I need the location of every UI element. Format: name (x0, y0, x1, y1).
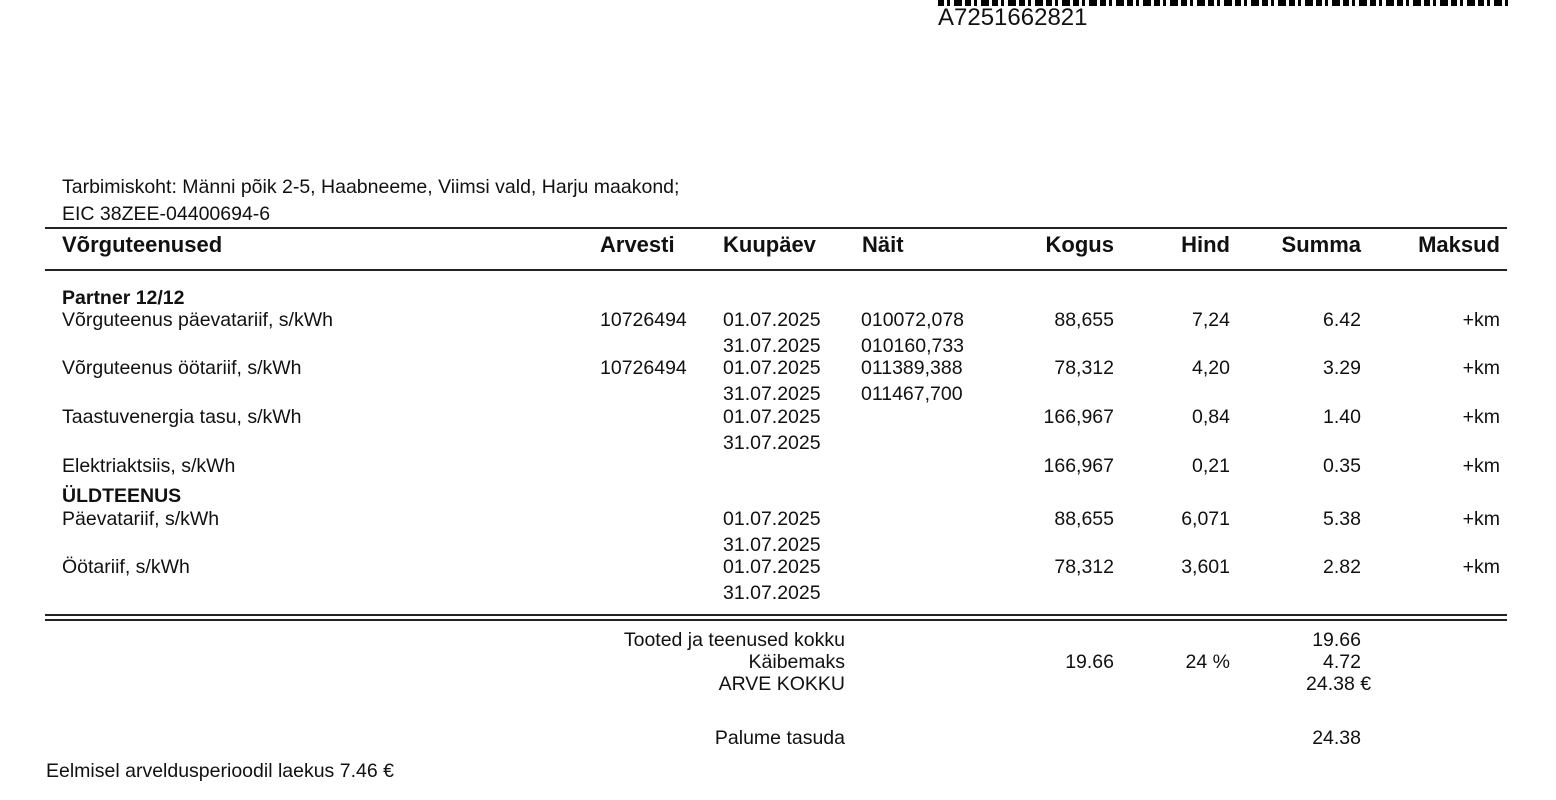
column-header-sum: Summa (1281, 232, 1361, 257)
row-quantity: 88,655 (1054, 309, 1114, 331)
row-meter-number: 10726494 (600, 357, 687, 379)
row-sum: 5.38 (1323, 508, 1361, 530)
row-sum: 6.42 (1323, 309, 1361, 331)
row-end-date: 31.07.2025 (723, 534, 821, 556)
invoice-total-value: 24.38 € (1306, 673, 1372, 695)
column-header-date: Kuupäev (723, 232, 816, 257)
table-bottom-rule-double (45, 619, 1507, 621)
row-tax: +km (1462, 556, 1500, 578)
row-price: 7,24 (1192, 309, 1230, 331)
vat-base: 19.66 (1065, 651, 1114, 673)
table-bottom-rule (45, 614, 1507, 616)
row-end-date: 31.07.2025 (723, 582, 821, 604)
row-tax: +km (1462, 357, 1500, 379)
row-end-date: 31.07.2025 (723, 335, 821, 357)
row-quantity: 166,967 (1043, 455, 1114, 477)
row-sum: 1.40 (1323, 406, 1361, 428)
row-quantity: 78,312 (1054, 556, 1114, 578)
column-header-meter: Arvesti (600, 232, 675, 257)
row-service-name: Päevatariif, s/kWh (62, 508, 220, 530)
row-start-date: 01.07.2025 (723, 556, 821, 578)
previous-payment-note: Eelmisel arveldusperioodil laekus 7.46 € (46, 760, 394, 782)
row-price: 4,20 (1192, 357, 1230, 379)
row-service-name: Öötariif, s/kWh (62, 556, 190, 578)
barcode-number: A7251662821 (938, 4, 1088, 31)
column-header-reading: Näit (862, 232, 904, 257)
row-price: 3,601 (1181, 556, 1230, 578)
group-label-partner: Partner 12/12 (62, 287, 185, 309)
row-price: 0,21 (1192, 455, 1230, 477)
table-top-rule (45, 227, 1507, 229)
invoice-total-label: ARVE KOKKU (718, 673, 845, 695)
row-start-reading: 011389,388 (861, 357, 963, 379)
row-tax: +km (1462, 309, 1500, 331)
row-end-date: 31.07.2025 (723, 383, 821, 405)
consumption-location: Tarbimiskoht: Männi põik 2-5, Haabneeme, Viimsi vald, Harju maakond; (62, 176, 680, 198)
row-price: 6,071 (1181, 508, 1230, 530)
row-service-name: Võrguteenus päevatariif, s/kWh (62, 309, 333, 331)
group-label-general: ÜLDTEENUS (62, 485, 182, 507)
row-start-date: 01.07.2025 (723, 309, 821, 331)
products-total-label: Tooted ja teenused kokku (623, 629, 845, 651)
row-tax: +km (1462, 406, 1500, 428)
row-tax: +km (1462, 508, 1500, 530)
row-sum: 3.29 (1323, 357, 1361, 379)
products-total-value: 19.66 (1312, 629, 1361, 651)
row-sum: 2.82 (1323, 556, 1361, 578)
eic-code: EIC 38ZEE-04400694-6 (62, 203, 271, 225)
row-price: 0,84 (1192, 406, 1230, 428)
row-start-date: 01.07.2025 (723, 406, 821, 428)
vat-label: Käibemaks (748, 651, 845, 673)
row-start-date: 01.07.2025 (723, 508, 821, 530)
row-sum: 0.35 (1323, 455, 1361, 477)
row-service-name: Elektriaktsiis, s/kWh (62, 455, 236, 477)
row-quantity: 78,312 (1054, 357, 1114, 379)
column-header-taxes: Maksud (1418, 232, 1500, 257)
row-start-reading: 010072,078 (861, 309, 965, 331)
row-quantity: 88,655 (1054, 508, 1114, 530)
column-header-service: Võrguteenused (62, 232, 223, 257)
row-end-reading: 010160,733 (861, 335, 965, 357)
row-meter-number: 10726494 (600, 309, 687, 331)
column-header-price: Hind (1181, 232, 1230, 257)
row-tax: +km (1462, 455, 1500, 477)
vat-rate: 24 % (1185, 651, 1230, 673)
vat-value: 4.72 (1323, 651, 1361, 673)
row-service-name: Taastuvenergia tasu, s/kWh (62, 406, 302, 428)
header-bottom-rule (45, 269, 1507, 271)
column-header-quantity: Kogus (1045, 232, 1114, 257)
pay-label: Palume tasuda (714, 727, 845, 749)
pay-value: 24.38 (1312, 727, 1361, 749)
row-end-reading: 011467,700 (861, 383, 963, 405)
row-service-name: Võrguteenus öötariif, s/kWh (62, 357, 302, 379)
row-quantity: 166,967 (1043, 406, 1114, 428)
row-end-date: 31.07.2025 (723, 432, 821, 454)
row-start-date: 01.07.2025 (723, 357, 821, 379)
